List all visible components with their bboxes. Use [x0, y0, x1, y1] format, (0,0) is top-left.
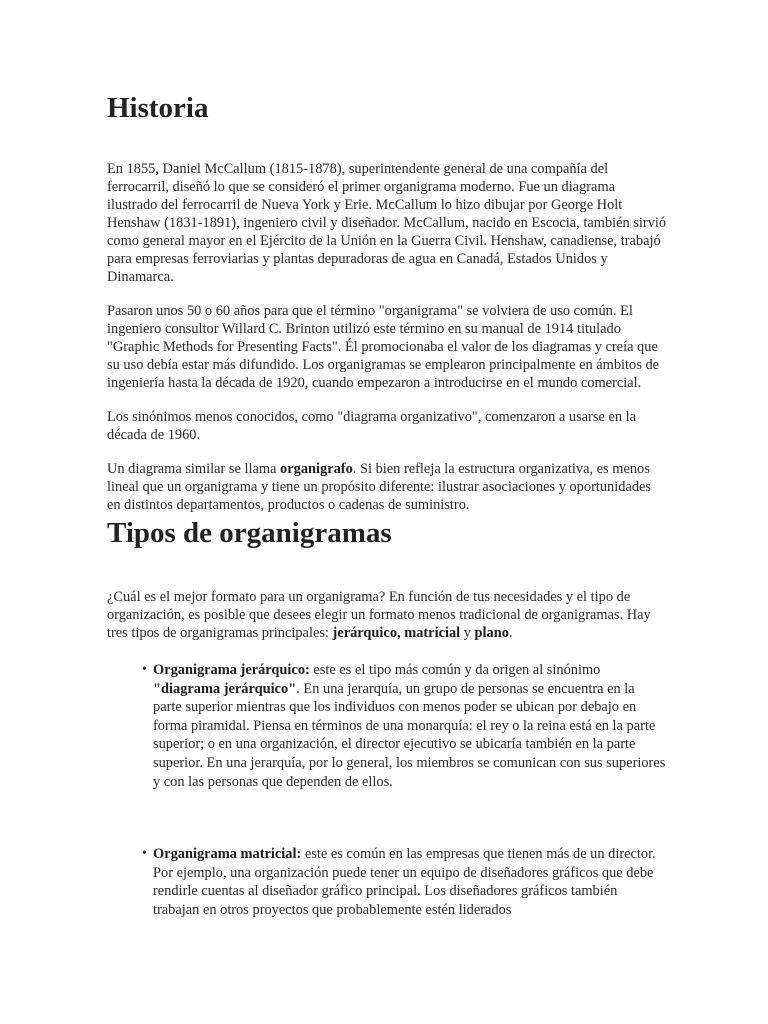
paragraph-tipos-intro	[107, 588, 667, 642]
bullet-icon: •	[142, 662, 147, 677]
term-jerarquico-matricial: jerárquico, matricial	[332, 625, 461, 641]
term-plano: plano	[474, 625, 509, 641]
intro-y: y	[460, 625, 475, 641]
tipos-list	[107, 661, 667, 920]
paragraph-historia-4	[107, 460, 667, 514]
term-diagrama-jerarquico: "diagrama jerárquico"	[153, 680, 297, 697]
intro-text-start: ¿Cuál es el mejor formato para un organigrama? En función de tus necesidades y el tipo de organización, es posible que desees elegir un formato menos tradicional de organigramas. Hay tres tipos de organigramas principales:	[107, 589, 651, 641]
item-text: este es el tipo más común y da origen al sinónimo	[309, 662, 601, 678]
list-item	[107, 845, 667, 919]
heading-tipos: Tipos de organigramas	[107, 517, 392, 549]
item-text: este es común en las empresas que tienen más de un director. Por ejemplo, una organización puede tener un equipo de diseñadores gráficos que debe rendirle cuentas al diseñador gráfico principal. Los diseñadores gráficos también trabajan en otros proyectos que probablemente estén liderados	[153, 846, 656, 918]
p4-text-end: . Si bien refleja la estructura organizativa, es menos lineal que un organigrama y tiene un propósito diferente: ilustrar asociaciones y oportunidades en distintos departamentos, productos o cadenas de suministro.	[107, 461, 652, 513]
document-content	[107, 94, 667, 920]
list-item	[107, 661, 667, 791]
item-label: Organigrama jerárquico:	[153, 662, 310, 678]
p4-text-start: Un diagrama similar se llama	[107, 461, 281, 477]
term-organigrafo: organigrafo	[280, 461, 353, 477]
item-text-continued: . En una jerarquía, un grupo de personas se encuentra en la parte superior mientras que los individuos con menos poder se ubican por debajo en forma piramidal. Piensa en términos de una monarquía: el rey o la reina está en la parte superior; o en una organización, el director ejecutivo se ubicaría también en la parte superior. En una jerarquía, por lo general, los miembros se comunican con sus superiores y con las personas que dependen de ellos.	[153, 680, 666, 790]
heading-historia: Historia	[107, 92, 209, 124]
bullet-icon: •	[142, 846, 147, 862]
item-label: Organigrama matricial:	[153, 846, 302, 863]
paragraph-historia-2: Pasaron unos 50 o 60 años para que el término "organigrama" se volviera de uso común. El ingeniero consultor Willard C. Brinton utilizó este término en su manual de 1914 titulado "Graphic Methods for Presenting Facts". Él promocionaba el valor de los diagramas y creía que su uso debía estar más difundido. Los organigramas se emplearon principalmente en ámbitos de ingeniería hasta la década de 1920, cuando empezaron a introducirse en el mundo comercial.	[107, 303, 660, 391]
paragraph-historia-1: En 1855, Daniel McCallum (1815-1878), superintendente general de una compañía del ferrocarril, diseñó lo que se consideró el primer organigrama moderno. Fue un diagrama ilustrado del ferrocarril de Nueva York y Erie. McCallum lo hizo dibujar por George Holt Henshaw (1831-1891), ingeniero civil y diseñador. McCallum, nacido en Escocia, también sirvió como general mayor en el Ejército de la Unión en la Guerra Civil. Henshaw, canadiense, trabajó para empresas ferroviarias y plantas depuradoras de agua en Canadá, Estados Unidos y Dinamarca.	[107, 161, 667, 285]
intro-end: .	[508, 625, 513, 641]
paragraph-historia-3: Los sinónimos menos conocidos, como "diagrama organizativo", comenzaron a usarse en la década de 1960.	[107, 409, 637, 443]
